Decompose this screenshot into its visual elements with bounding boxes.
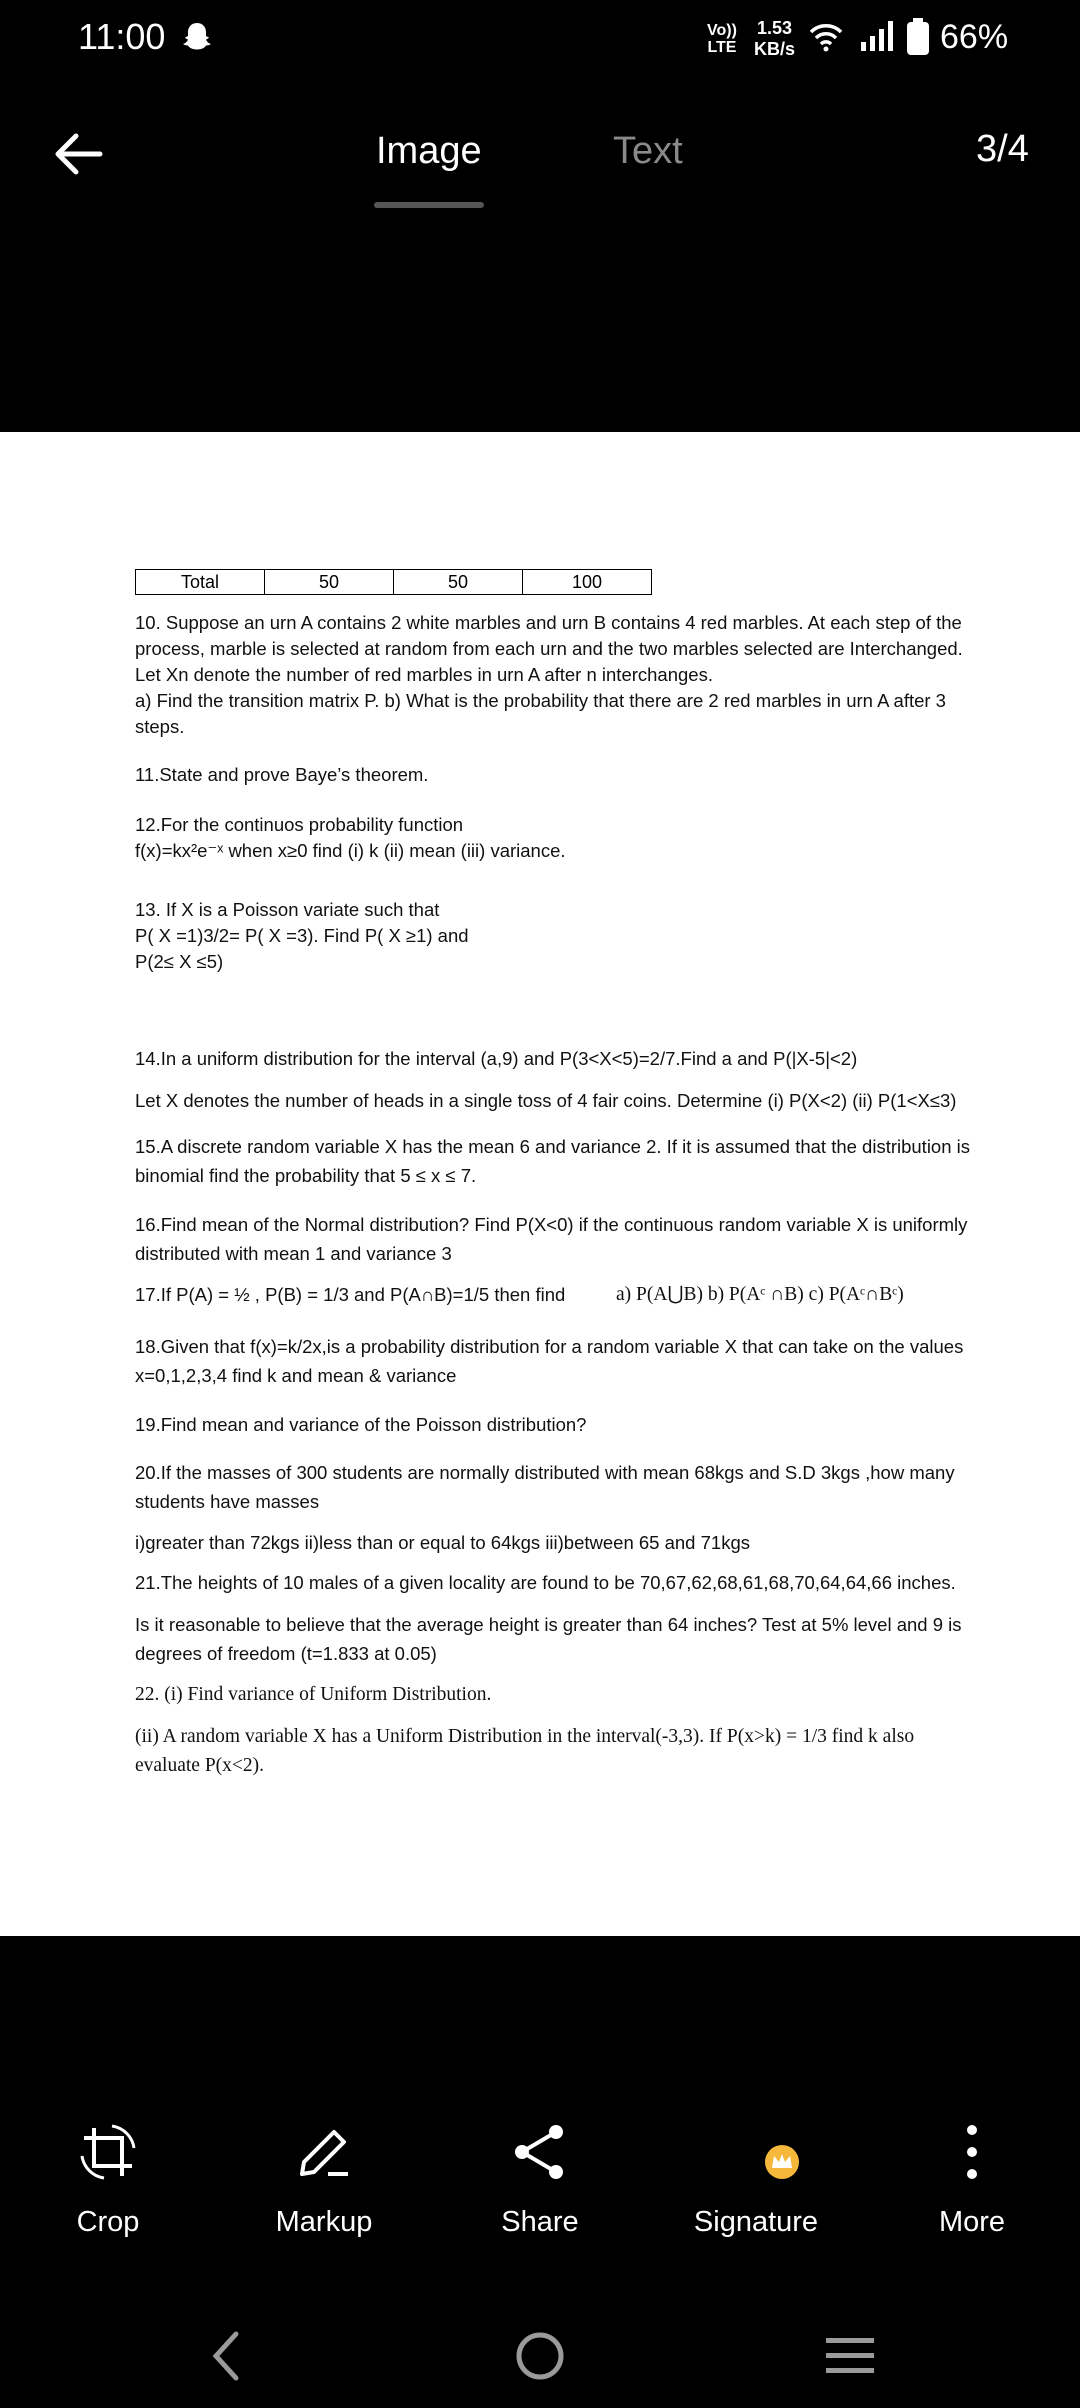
system-nav-bar [0, 2310, 1080, 2408]
more-label: More [938, 2206, 1006, 2238]
tab-text[interactable]: Text [613, 130, 683, 172]
active-tab-indicator [374, 202, 484, 208]
share-icon [508, 2120, 572, 2184]
question-22b: (ii) A random variable X has a Uniform Distribution in the interval(-3,3). If P(x>k) = 1/3 find k also evaluate P(x<2). [135, 1726, 915, 1776]
question-18: 18.Given that f(x)=k/2x,is a probability distribution for a random variable X that can take on the values x=0,1,2,3,4 find k and mean & variance [135, 1336, 964, 1386]
volte-indicator [707, 22, 737, 56]
signature-icon [724, 2120, 788, 2184]
question-19: 19.Find mean and variance of the Poisson distribution? [135, 1414, 587, 1435]
table-cell: Total [136, 570, 265, 595]
markup-label: Markup [275, 2206, 373, 2238]
question-22: 22. (i) Find variance of Uniform Distribution. [135, 1684, 492, 1705]
pen-icon [292, 2120, 356, 2184]
battery-icon [906, 18, 930, 56]
signature-button[interactable] [666, 2120, 846, 2239]
more-button[interactable] [882, 2120, 1062, 2239]
table-cell: 50 [265, 570, 394, 595]
question-20: 20.If the masses of 300 students are normally distributed with mean 68kgs and S.D 3kgs ,how many students have masses [135, 1462, 955, 1512]
question-11: 11.State and prove Baye’s theorem. [135, 764, 429, 785]
question-15: 15.A discrete random variable X has the mean 6 and variance 2. If it is assumed that the distribution is binomial find the probability that 5 ≤ x ≤ 7. [135, 1136, 971, 1186]
tab-image[interactable]: Image [376, 130, 482, 172]
network-speed [754, 18, 795, 60]
question-14: 14.In a uniform distribution for the interval (a,9) and P(3<X<5)=2/7.Find a and P(|X-5|<2) [135, 1048, 858, 1069]
share-label: Share [501, 2206, 579, 2238]
question-21: 21.The heights of 10 males of a given locality are found to be 70,67,62,68,61,68,70,64,64,66 inches. [135, 1572, 956, 1593]
question-20b: i)greater than 72kgs ii)less than or equal to 64kgs iii)between 65 and 71kgs [135, 1532, 750, 1553]
nav-home-icon[interactable] [514, 2330, 566, 2382]
crop-label: Crop [76, 2206, 140, 2238]
speed-unit: KB/s [754, 39, 796, 59]
lte-label: LTE [707, 39, 737, 56]
back-arrow-icon[interactable] [50, 126, 106, 182]
question-12: 12.For the continuos probability function f(x)=kx²e⁻ˣ when x≥0 find (i) k (ii) mean (iii) variance. [135, 814, 566, 861]
wifi-icon [808, 20, 844, 54]
speed-value: 1.53 [756, 18, 793, 38]
cell-signal-icon [860, 20, 894, 52]
markup-button[interactable] [234, 2120, 414, 2239]
question-14b: Let X denotes the number of heads in a single toss of 4 fair coins. Determine (i) P(X<2) (ii) P(1<X≤3) [135, 1090, 957, 1111]
crop-rotate-icon [76, 2120, 140, 2184]
table-cell: 100 [523, 570, 652, 595]
bottom-toolbar [0, 2120, 1080, 2300]
document-page [0, 432, 1080, 1936]
crop-button[interactable] [18, 2120, 198, 2239]
volte-label: Vo)) [707, 22, 737, 39]
question-17: 17.If P(A) = ½ , P(B) = 1/3 and P(A∩B)=1/5 then find [135, 1284, 566, 1305]
question-10: 10. Suppose an urn A contains 2 white marbles and urn B contains 4 red marbles. At each step of the process, marble is selected at random from each urn and the two marbles selected are Interchanged. Let Xn denote the number of red marbles in urn A after n interchanges. a) Find the transition matrix P. b) What is the probability that there are 2 red marbles in urn A after 3 steps. [135, 612, 963, 737]
question-21b: Is it reasonable to believe that the average height is greater than 64 inches? Test at 5% level and 9 is degrees of freedom (t=1.833 at 0.05) [135, 1614, 962, 1664]
viewer-top-bar [0, 78, 1080, 208]
nav-back-icon[interactable] [206, 2328, 246, 2384]
signature-label: Signature [693, 2206, 819, 2238]
table-cell: 50 [394, 570, 523, 595]
question-13: 13. If X is a Poisson variate such that P( X =1)3/2= P( X =3). Find P( X ≥1) and P(2≤ X ≤5) [135, 899, 469, 972]
share-button[interactable] [450, 2120, 630, 2239]
question-17-options: a) P(A⋃B) b) P(Aᶜ ∩B) c) P(Aᶜ∩Bᶜ) [616, 1284, 904, 1305]
snapchat-icon [180, 20, 214, 54]
status-bar [0, 0, 1080, 78]
page-indicator: 3/4 [976, 128, 1029, 170]
nav-recents-icon[interactable] [824, 2334, 876, 2378]
question-16: 16.Find mean of the Normal distribution? Find P(X<0) if the continuous random variable X is uniformly distributed with mean 1 and variance 3 [135, 1214, 968, 1264]
table-row [136, 570, 652, 595]
more-vertical-icon [940, 2120, 1004, 2184]
status-time: 11:00 [78, 16, 166, 57]
totals-table [135, 569, 652, 595]
battery-percent: 66% [940, 18, 1009, 56]
